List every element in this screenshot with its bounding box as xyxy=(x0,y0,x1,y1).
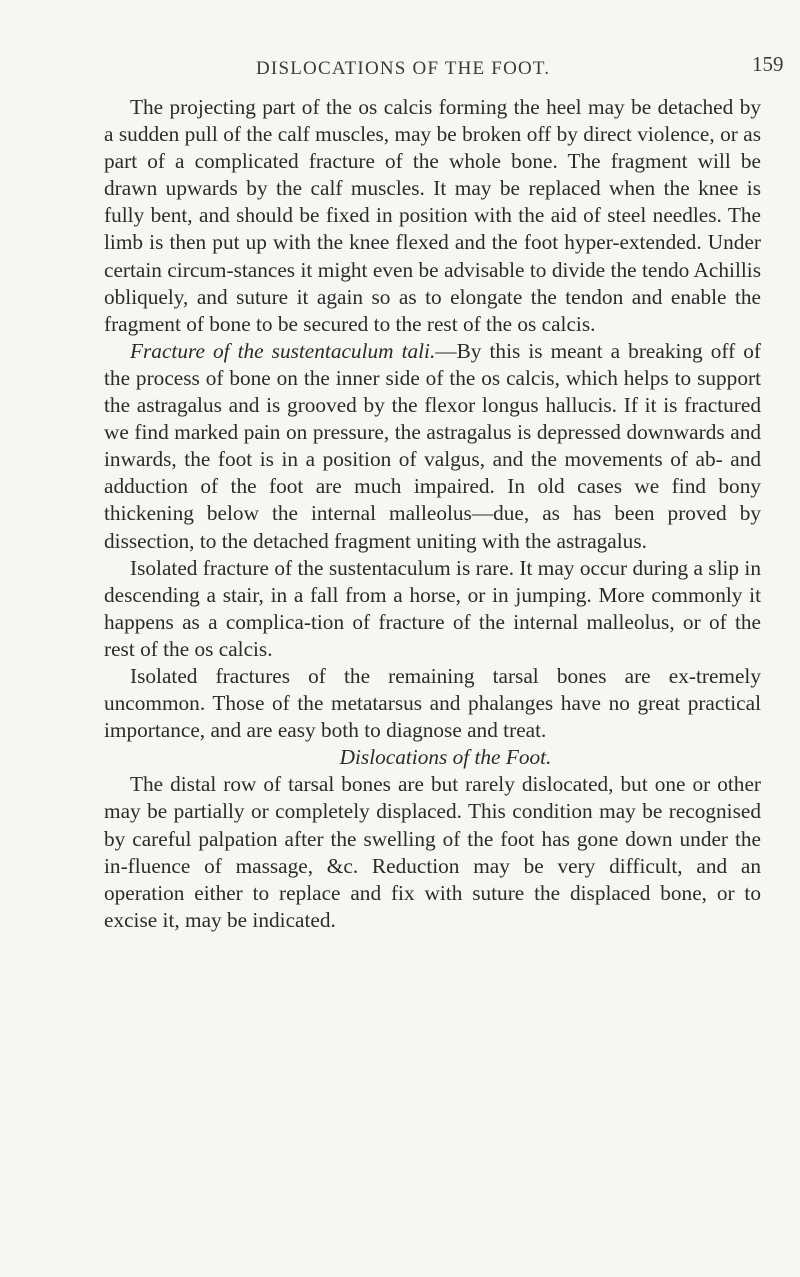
paragraph-sustentaculum-fracture xyxy=(104,338,761,555)
running-head: DISLOCATIONS OF THE FOOT. xyxy=(256,58,551,79)
paragraph-text: —By this is meant a breaking off of the process of bone on the inner side of the os calcis, which helps to support the astragalus and is grooved by the flexor longus hallucis. If it is fractured we find marked pain on pressure, the astragalus is depressed downwards and inwards, the foot is in a position of valgus, and the movements of ab- and adduction of the foot are much impaired. In old cases we find bony thickening below the internal malleolus—due, as has been proved by dissection, to the detached fragment uniting with the astragalus. xyxy=(104,338,761,553)
paragraph-text: The distal row of tarsal bones are but rarely dislocated, but one or other may be partially or completely displaced. This condition may be recognised by careful palpation after the swelling of the foot has gone down under the in-fluence of massage, &c. Reduction may be very difficult, and an operation either to replace and fix with suture the displaced bone, or to excise it, may be indicated. xyxy=(104,772,761,932)
paragraph-text: Isolated fracture of the sustentaculum is rare. It may occur during a slip in descending a stair, in a fall from a horse, or in jumping. More commonly it happens as a complica-tion of fracture of the internal malleolus, or of the rest of the os calcis. xyxy=(104,555,761,661)
paragraph-text: The projecting part of the os calcis forming the heel may be detached by a sudden pull of the calf muscles, may be broken off by direct violence, or as part of a complicated fracture of the whole bone. The fragment will be drawn upwards by the calf muscles. It may be replaced when the knee is fully bent, and should be fixed in position with the aid of steel needles. The limb is then put up with the knee flexed and the foot hyper-extended. Under certain circum-stances it might even be advisable to divide the tendo Achillis obliquely, and suture it again so as to elongate the tendon and enable the fragment of bone to be secured to the rest of the os calcis. xyxy=(104,95,761,336)
body-text xyxy=(104,94,761,934)
paragraph-lead-heading: Fracture of the sustentaculum tali. xyxy=(130,338,436,363)
paragraph-dislocations xyxy=(104,771,761,934)
page-number: 159 xyxy=(752,52,784,76)
paragraph-other-tarsal-fractures xyxy=(104,663,761,744)
paragraph-isolated-sustentaculum xyxy=(104,555,761,663)
paragraph-heel-fracture xyxy=(104,94,761,338)
section-heading: Dislocations of the Foot. xyxy=(339,745,552,770)
paragraph-text: Isolated fractures of the remaining tarsal bones are ex-tremely uncommon. Those of the metatarsus and phalanges have no great practical importance, and are easy both to diagnose and treat. xyxy=(104,663,761,743)
